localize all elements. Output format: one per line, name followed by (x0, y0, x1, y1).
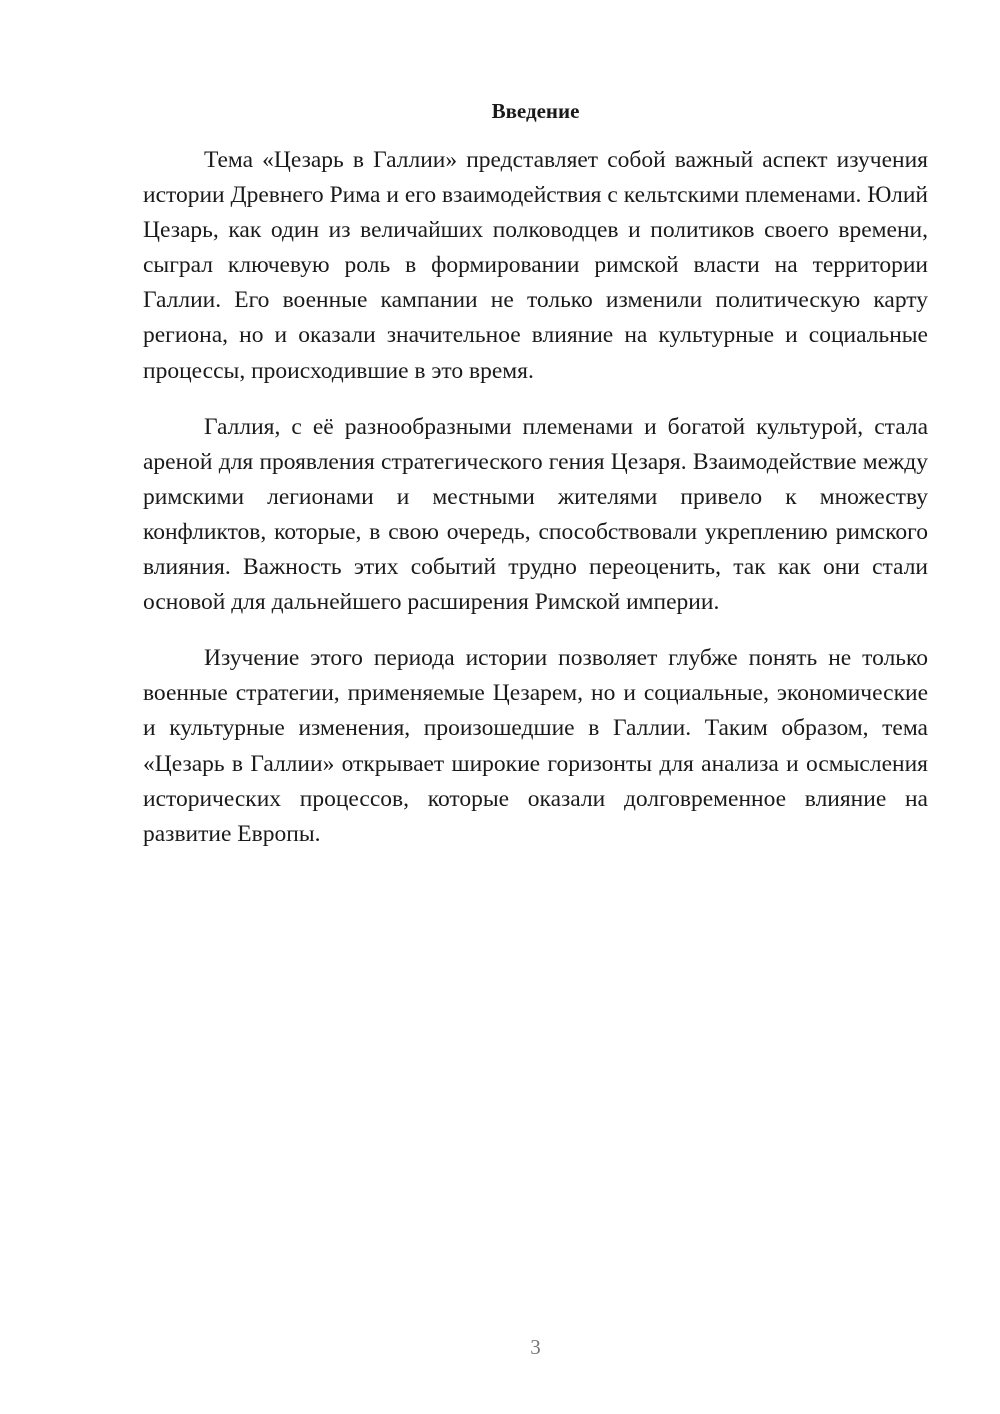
body-text (143, 143, 928, 873)
paragraph-2: Галлия, с её разнообразными племенами и богатой культурой, стала ареной для проявления стратегического гения Цезаря. Взаимодействие между римскими легионами и местными жителями привело к множеству конфликтов, которые, в свою очередь, способствовали укреплению римского влияния. Важность этих событий трудно переоценить, так как они стали основой для дальнейшего расширения Римской империи. (143, 413, 928, 616)
section-heading: Введение (491, 99, 580, 123)
paragraph-1: Тема «Цезарь в Галлии» представляет собой важный аспект изучения истории Древнего Рима и его взаимодействия с кельтскими племенами. Юлий Цезарь, как один из величайших полководцев и политиков своего времени, сыграл ключевую роль в формировании римской власти на территории Галлии. Его военные кампании не только изменили политическую карту региона, но и оказали значительное влияние на культурные и социальные процессы, происходившие в это время. (143, 147, 928, 384)
page-number: 3 (530, 1335, 541, 1359)
paragraph-3: Изучение этого периода истории позволяет глубже понять не только военные стратегии, применяемые Цезарем, но и социальные, экономические и культурные изменения, произошедшие в Галлии. Таким образом, тема «Цезарь в Галлии» открывает широкие горизонты для анализа и осмысления исторических процессов, которые оказали долговременное влияние на развитие Европы. (143, 645, 928, 847)
